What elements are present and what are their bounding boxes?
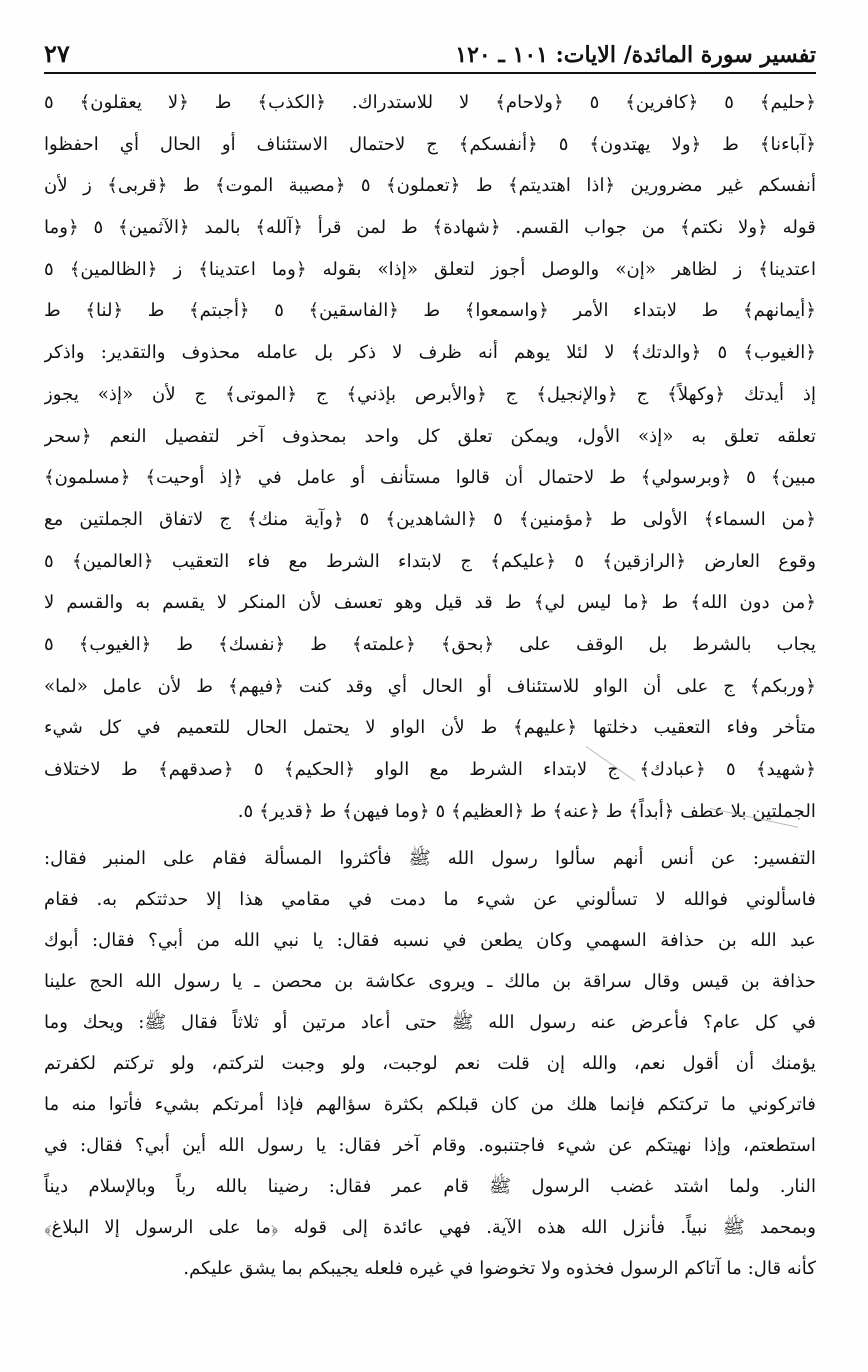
waqf-line: ﴿من دون الله﴾ ط ﴿ما ليس لي﴾ ط قد قيل وهو تعسف لأن المنكر لا يقسم به والقسم لا bbox=[44, 592, 816, 614]
waqf-line: ﴿حليم﴾ ٥ ﴿كافرين﴾ ٥ ﴿ولاحام﴾ لا للاستدراك. ﴿الكذب﴾ ط ﴿لا يعقلون﴾ ٥ bbox=[44, 92, 816, 113]
page-header bbox=[44, 30, 816, 74]
tafsir-line: استطعتم، وإذا نهيتكم عن شيء فاجتنبوه. وقام آخر فقال: يا رسول الله أين أبي؟ فقال: في bbox=[44, 1135, 816, 1157]
waqf-line: يجاب بالشرط بل الوقف على ﴿بحق﴾ ﴿علمته﴾ ط ﴿نفسك﴾ ط ﴿الغيوب﴾ ٥ bbox=[44, 633, 816, 655]
waqf-line: ﴿من السماء﴾ الأولى ط ﴿مؤمنين﴾ ٥ ﴿الشاهدين﴾ ٥ ﴿وآية منك﴾ ج لاتفاق الجملتين مع bbox=[44, 508, 816, 530]
tafsir-line: التفسير: عن أنس أنهم سألوا رسول الله ﷺ فأكثروا المسألة فقام على المنبر فقال: bbox=[44, 848, 816, 870]
waqf-line: قوله ﴿ولا نكتم﴾ من جواب القسم. ﴿شهادة﴾ ط لمن قرأ ﴿آلله﴾ بالمد ﴿الآثمين﴾ ٥ ﴿وما bbox=[44, 217, 816, 239]
waqf-line: مبين﴾ ٥ ﴿وبرسولي﴾ ط لاحتمال أن قالوا مستأنف أو عامل في ﴿إذ أوحيت﴾ ﴿مسلمون﴾ bbox=[44, 467, 816, 489]
waqf-line: ﴿الغيوب﴾ ٥ ﴿والدتك﴾ لا لئلا يوهم أنه ظرف لا ذكر بل عامله محذوف والتقدير: واذكر bbox=[44, 342, 816, 364]
running-title: تفسير سورة المائدة/ الايات: ١٠١ ـ ١٢٠ bbox=[455, 42, 816, 68]
waqf-line: ﴿أيمانهم﴾ ط لابتداء الأمر ﴿واسمعوا﴾ ط ﴿الفاسقين﴾ ٥ ﴿أجبتم﴾ ط ﴿لنا﴾ ط bbox=[44, 300, 816, 322]
tafsir-line: فاسألوني فوالله لا تسألوني عن شيء ما دمت في مقامي هذا إلا حدثتكم به. فقام bbox=[44, 889, 816, 911]
waqf-line: ﴿شهيد﴾ ٥ ﴿عبادك﴾ ج لابتداء الشرط مع الواو ﴿الحكيم﴾ ٥ ﴿صدقهم﴾ ط لاختلاف bbox=[44, 759, 816, 780]
tafsir-section bbox=[44, 838, 816, 1289]
page-number: ٢٧ bbox=[44, 39, 70, 68]
waqf-line: ﴿آباءنا﴾ ط ﴿ولا يهتدون﴾ ٥ ﴿أنفسكم﴾ ج لاحتمال الاستئناف أو الحال أي احفظوا bbox=[44, 133, 816, 155]
waqf-line: أنفسكم غير مضرورين ﴿اذا اهتديتم﴾ ط ﴿تعملون﴾ ٥ ﴿مصيبة الموت﴾ ط ﴿قربى﴾ ز لأن bbox=[44, 175, 816, 197]
tafsir-line: عبد الله بن حذافة السهمي وكان يطعن في نسبه فقال: يا نبي الله من أبي؟ فقال: أبوك bbox=[44, 930, 816, 952]
waqf-line: اعتدينا﴾ ز لظاهر «إن» والوصل أجوز لتعلق «إذا» بقوله ﴿وما اعتدينا﴾ ز ﴿الظالمين﴾ ٥ bbox=[44, 258, 816, 280]
waqf-line: إذ أيدتك ﴿وكهلاً﴾ ج ﴿والإنجيل﴾ ج ﴿والأبرص بإذني﴾ ج ﴿الموتى﴾ ج لأن «إذ» يجوز bbox=[44, 383, 816, 405]
tafsir-line: فاتركوني ما تركتكم فإنما هلك من كان قبلكم بكثرة سؤالهم فإذا أمرتكم بشيء فأتوا منه ما bbox=[44, 1094, 816, 1116]
waqf-line: وقوع العارض ﴿الرازقين﴾ ٥ ﴿عليكم﴾ ج لابتداء الشرط مع فاء التعقيب ﴿العالمين﴾ ٥ bbox=[44, 550, 816, 572]
tafsir-line: النار. ولما اشتد غضب الرسول ﷺ قام عمر فقال: رضينا بالله رباً وبالإسلام ديناً bbox=[44, 1176, 816, 1198]
waqf-line: ﴿وربكم﴾ ج على أن الواو للاستئناف أو الحال أي وقد كنت ﴿فيهم﴾ ط لأن عامل «لما» bbox=[44, 675, 816, 697]
waqf-line: الجملتين بلا عطف ﴿أبداً﴾ ط ﴿عنه﴾ ط ﴿العظيم﴾ ٥ ﴿وما فيهن﴾ ط ﴿قدير﴾ ٥. bbox=[237, 800, 816, 822]
page-body bbox=[44, 82, 816, 1289]
waqf-notes-section bbox=[44, 82, 816, 832]
waqf-line: تعلقه تعلق به «إذ» الأول، ويمكن تعلق كل واحد بمحذوف آخر لتفصيل النعم ﴿سحر bbox=[44, 425, 816, 447]
waqf-line: متأخر وفاء التعقيب دخلتها ﴿عليهم﴾ ط لأن الواو لا يحتمل الحال للتعميم في كل شيء bbox=[44, 717, 816, 739]
tafsir-line: حذافة بن قيس وقال سراقة بن مالك ـ ويروى عكاشة بن محصن ـ يا رسول الله الحج علينا bbox=[44, 971, 816, 993]
tafsir-line: في كل عام؟ فأعرض عنه رسول الله ﷺ حتى أعاد مرتين أو ثلاثاً فقال ﷺ: ويحك وما bbox=[44, 1012, 816, 1034]
tafsir-line: يؤمنك أن أقول نعم، والله إن قلت نعم لوجبت، ولو وجبت لتركتم، ولو تركتم لكفرتم bbox=[44, 1053, 816, 1075]
tafsir-line: كأنه قال: ما آتاكم الرسول فخذوه ولا تخوضوا في غيره فلعله يجيبكم بما يشق عليكم. bbox=[183, 1258, 816, 1280]
tafsir-line: وبمحمد ﷺ نبياً. فأنزل الله هذه الآية. فهي عائدة إلى قوله ﴿ما على الرسول إلا البلاغ﴾ bbox=[44, 1217, 816, 1239]
